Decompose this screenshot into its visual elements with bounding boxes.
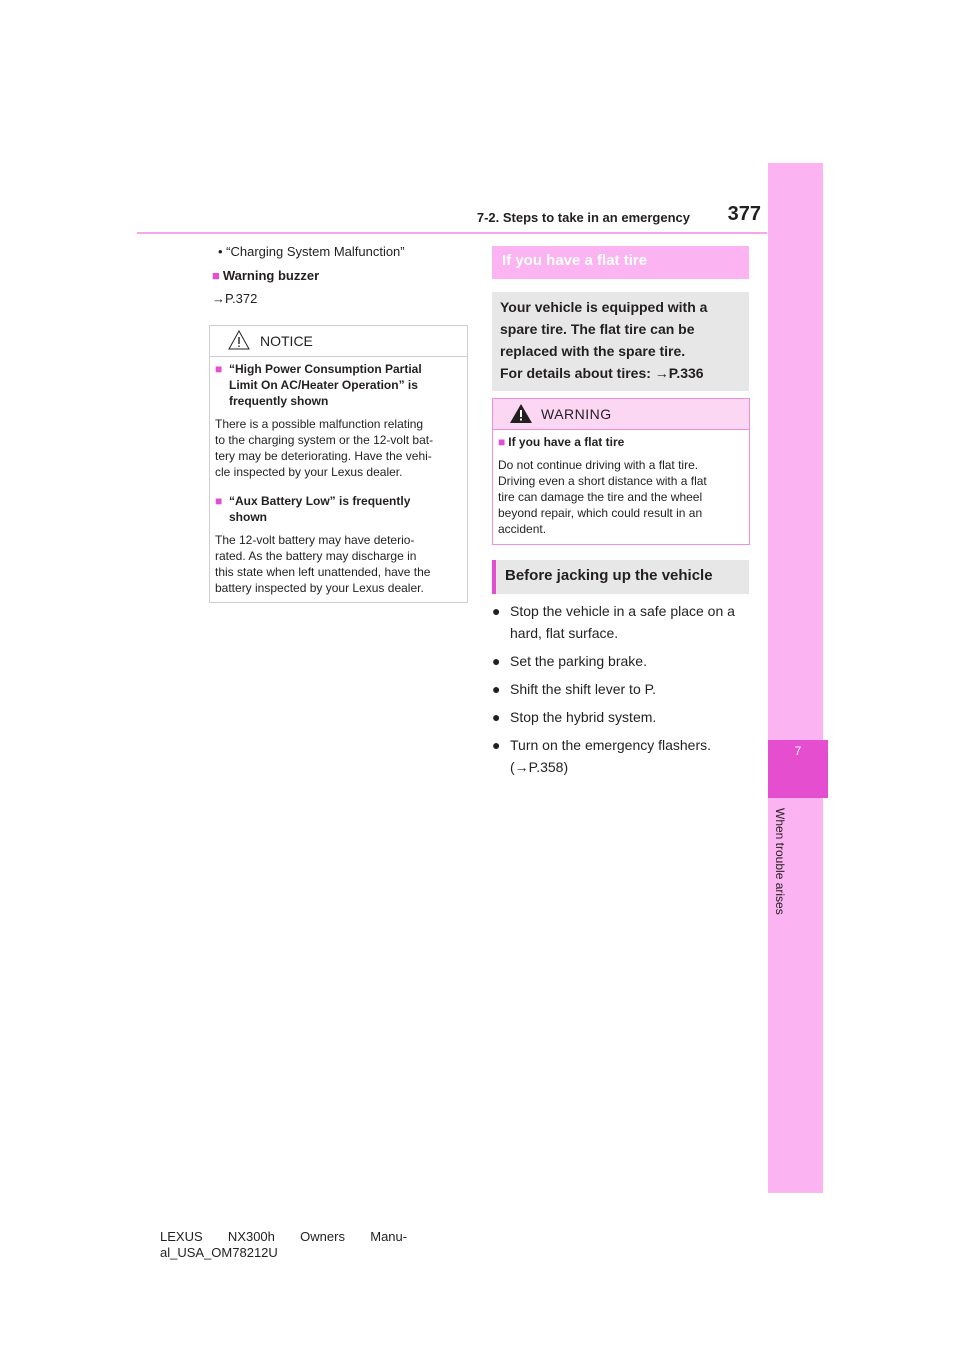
notice-item-head: ■ “High Power Consumption Partial Limit On AC/Heater Operation” is frequently shown <box>215 362 422 408</box>
warning-item-head: ■ If you have a flat tire <box>498 435 625 449</box>
notice-title: NOTICE <box>260 333 313 349</box>
chapter-number: 7 <box>794 744 802 758</box>
caution-triangle-icon <box>228 330 250 350</box>
bullet-icon: ● <box>492 681 501 697</box>
square-bullet-icon: ■ <box>215 494 223 508</box>
list-item: ● Stop the hybrid system. <box>492 706 762 728</box>
square-bullet-icon: ■ <box>498 435 506 449</box>
notice-item-body: The 12-volt battery may have deterio- rated. As the battery may discharge in this state when left unattended, have the battery inspected by your Lexus dealer. <box>215 533 431 595</box>
notice-item-body: There is a possible malfunction relating to the charging system or the 12-volt bat- tery may be deteriorating. Have the vehi- cle inspected by your Lexus dealer. <box>215 417 434 479</box>
bullet-icon: ● <box>492 709 501 725</box>
notice-box <box>209 325 468 603</box>
bullet-icon: ● <box>492 603 501 619</box>
bullet-icon: ● <box>492 737 501 753</box>
chapter-tab <box>768 163 823 1193</box>
page-reference: →P.372 <box>212 291 258 306</box>
square-bullet-icon: ■ <box>215 362 223 376</box>
chapter-label: When trouble arises <box>773 808 787 915</box>
list-item: ● Turn on the emergency flashers. (→P.358) <box>492 734 762 778</box>
list-item-charging: • “Charging System Malfunction” <box>218 244 405 259</box>
section-title: 7-2. Steps to take in an emergency <box>476 210 690 225</box>
notice-header <box>210 326 467 357</box>
footer: LEXUS NX300h Owners Manu- al_USA_OM78212U <box>160 1229 408 1260</box>
page-number: 377 <box>727 203 761 225</box>
bullet-icon: ● <box>492 653 501 669</box>
subhead-warning-buzzer: ■ Warning buzzer <box>212 268 320 283</box>
intro-box: Your vehicle is equipped with a spare tire. The flat tire can be replaced with the spare tire. For details about tires: →P.336 <box>492 292 749 391</box>
warning-item-body: Do not continue driving with a flat tire. Driving even a short distance with a flat tire can damage the tire and the wheel beyond repair, which could result in an accident. <box>498 458 707 536</box>
header-rule <box>137 232 767 234</box>
warning-title: WARNING <box>541 406 612 422</box>
warning-triangle-icon <box>509 403 533 424</box>
warning-header <box>493 399 749 430</box>
list-item: ● Stop the vehicle in a safe place on a hard, flat surface. <box>492 600 762 644</box>
list-item: ● Set the parking brake. <box>492 650 762 672</box>
warning-box <box>492 398 750 545</box>
heading-flat-tire: If you have a flat tire <box>492 246 749 279</box>
steps-list <box>492 600 762 784</box>
square-bullet-icon: ■ <box>212 268 220 283</box>
list-item: ● Shift the shift lever to P. <box>492 678 762 700</box>
notice-item-head: ■ “Aux Battery Low” is frequently shown <box>215 494 411 524</box>
heading-before-jacking: Before jacking up the vehicle <box>492 560 749 594</box>
